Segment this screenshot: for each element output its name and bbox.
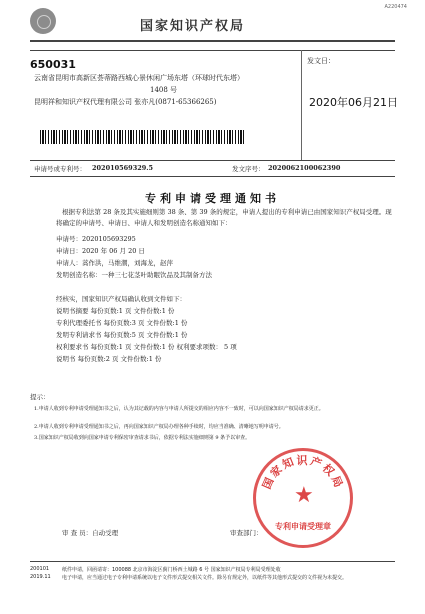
detail-invention-title: 发明创造名称：一种三七花茎叶助眠饮品及其制备方法 [56, 271, 212, 279]
document-code: A220474 [384, 4, 407, 10]
office-name: 国家知识产权局 [140, 19, 246, 34]
document-item: 专利代理委托书 每份页数:3 页 文件份数:1 份 [56, 319, 188, 327]
detail-application-number: 申请号：2020105693295 [56, 235, 136, 243]
numbers-bottom-divider [30, 176, 395, 177]
hint-item: 1.申请人收到专利申请受理通知书之后，认为其记载的内容与申请人所提交的相应内容不一致时，可以向国家知识产权局请求更正。 [34, 406, 324, 412]
address-line: 1408 号 [150, 86, 178, 94]
form-edition: 2019.11 [30, 574, 51, 580]
application-number-label: 申请号或专利号： [34, 165, 86, 173]
header-divider [30, 40, 395, 42]
send-date: 2020年06月21日 [309, 96, 398, 109]
intro-paragraph: 根据专利法第 28 条及其实施细则第 38 条、第 39 条的规定，申请人提出的专利申请已由国家知识产权局受理。现将确定的申请号、申请日、申请人和发明创造名称通知如下： [56, 208, 392, 227]
document-item: 权利要求书 每份页数:1 页 文件份数:1 份 权利要求项数： 5 项 [56, 343, 237, 351]
postcode: 650031 [30, 58, 76, 71]
address-line: 云南省昆明市高新区荟蒂路西城心景休闲广场东塔（环球时代东塔） [34, 74, 244, 82]
notice-title: 专利申请受理通知书 [145, 192, 280, 205]
barcode [40, 130, 246, 144]
document-item: 发明专利请求书 每份页数:5 页 文件份数:1 份 [56, 331, 188, 339]
top-border [30, 50, 395, 51]
official-seal [253, 448, 353, 548]
detail-applicants: 申请人：蒿作洪，马维潮，刘海龙，赵萍 [56, 259, 173, 267]
star-icon: ★ [294, 483, 314, 508]
national-emblem-icon [30, 8, 56, 34]
application-number: 202010569329.5 [92, 164, 154, 172]
footer-mail-notice: 纸件申请，回函请寄：100088 北京市海淀区蓟门桥西土城路 6 号 国家知识产权局专利局受理处收 [62, 567, 281, 573]
reviewer: 审 查 员：自动受理 [62, 529, 119, 537]
review-department: 审查部门： [230, 529, 263, 537]
seal-label: 专利申请受理章 [275, 522, 331, 531]
column-divider [301, 50, 302, 160]
agency-line: 昆明祥和知识产权代理有限公司 张亦凡(0871-65366265) [34, 98, 217, 106]
document-number-label: 发文序号： [232, 165, 265, 173]
svg-text:国家知识产权局: 国家知识产权局 [260, 453, 346, 492]
detail-application-date: 申请日：2020 年 06 月 20 日 [56, 247, 145, 255]
numbers-top-divider [30, 160, 395, 161]
hint-item: 2.申请人收到专利申请受理通知书之后，再向国家知识产权局办理各种手续时，均应当准确、清晰地写明申请号。 [34, 424, 284, 430]
document-item: 说明书 每份页数:2 页 文件份数:1 份 [56, 355, 162, 363]
document-item: 说明书摘要 每份页数:1 页 文件份数:1 份 [56, 307, 175, 315]
form-code: 200101 [30, 566, 50, 572]
footer-electronic-notice: 电子申请，应当通过电子专利申请系统以电子文件形式提交相关文件。除另有规定外，以纸件等其他形式提交的文件视为未提交。 [62, 575, 348, 581]
footer-divider [30, 561, 395, 562]
document-number: 2020062100062390 [268, 164, 341, 172]
documents-intro: 经核实，国家知识产权局确认收到文件如下： [56, 295, 186, 303]
hints-title: 提示： [30, 393, 50, 401]
hint-item: 3.国家知识产权局收到向国家申请专利保密审查请求书后，依据专利法实施细则第 9 条予以审查。 [34, 435, 251, 441]
send-date-label: 发文日： [307, 57, 335, 65]
